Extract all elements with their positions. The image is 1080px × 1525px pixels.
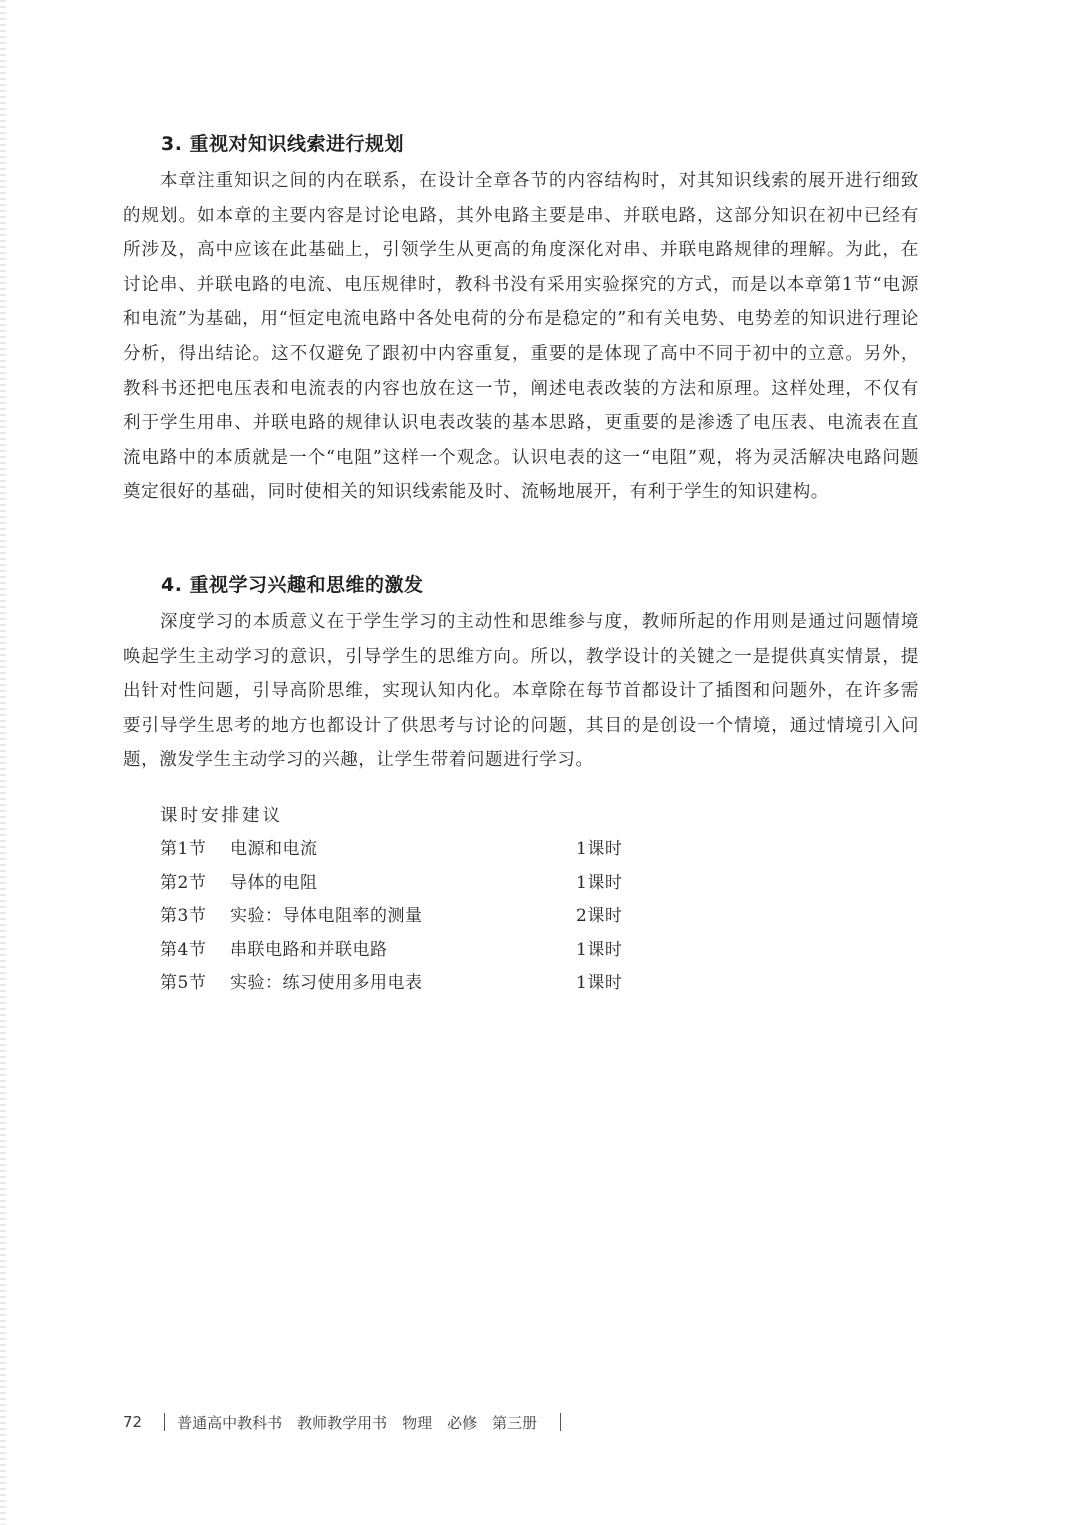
schedule-row [160, 867, 680, 901]
schedule-section-title: 导体的电阻 [230, 872, 318, 893]
schedule-section-title: 串联电路和并联电路 [230, 939, 388, 960]
section-3-paragraph: 本章注重知识之间的内在联系，在设计全章各节的内容结构时，对其知识线索的展开进行细致的规划。如本章的主要内容是讨论电路，其外电路主要是串、并联电路，这部分知识在初中已经有所涉及，高中应该在此基础上，引领学生从更高的角度深化对串、并联电路规律的理解。为此，在讨论串、并联电路的电流、电压规律时，教科书没有采用实验探究的方式，而是以本章第1节“电源和电流”为基础，用“恒定电流电路中各处电荷的分布是稳定的”和有关电势、电势差的知识进行理论分析，得出结论。这不仅避免了跟初中内容重复，重要的是体现了高中不同于初中的立意。另外，教科书还把电压表和电流表的内容也放在这一节，阐述电表改装的方法和原理。这样处理，不仅有利于学生用串、并联电路的规律认识电表改装的基本思路，更重要的是渗透了电压表、电流表在直流电路中的本质就是一个“电阻”这样一个观念。认识电表的这一“电阻”观，将为灵活解决电路问题奠定很好的基础，同时使相关的知识线索能及时、流畅地展开，有利于学生的知识建构。 [123, 171, 919, 503]
section-4-paragraph: 深度学习的本质意义在于学生学习的主动性和思维参与度，教师所起的作用则是通过问题情境唤起学生主动学习的意识，引导学生的思维方向。所以，教学设计的关键之一是提供真实情景，提出针对性问题，引导高阶思维，实现认知内化。本章除在每节首都设计了插图和问题外，在许多需要引导学生思考的地方也都设计了供思考与讨论的问题，其目的是创设一个情境，通过情境引入问题，激发学生主动学习的兴趣，让学生带着问题进行学习。 [123, 612, 919, 771]
schedule-hours: 1课时 [576, 973, 623, 993]
schedule-hours: 1课时 [576, 839, 623, 859]
schedule-hours: 1课时 [576, 939, 623, 960]
schedule-section-title: 实验：导体电阻率的测量 [230, 906, 423, 926]
book-type: 教师教学用书 [297, 1413, 388, 1432]
page-footer [123, 1407, 561, 1437]
schedule-hours: 2课时 [576, 906, 623, 926]
footer-divider [560, 1413, 561, 1431]
book-module: 必修 [447, 1413, 478, 1432]
schedule-row [160, 833, 680, 867]
book-volume: 第三册 [492, 1413, 538, 1432]
book-info [177, 1412, 552, 1433]
schedule-section: 第5节 [160, 973, 207, 993]
schedule-section: 第1节 [160, 839, 207, 859]
footer-divider [164, 1413, 165, 1431]
schedule-section-title: 电源和电流 [230, 839, 318, 859]
schedule-row [160, 967, 680, 1001]
schedule-section: 第3节 [160, 906, 207, 926]
schedule-section-title: 实验：练习使用多用电表 [230, 973, 423, 993]
schedule-title: 课时安排建议 [160, 806, 283, 826]
section-4 [123, 567, 919, 778]
page-number: 72 [123, 1413, 143, 1431]
book-series: 普通高中教科书 [177, 1413, 283, 1432]
page-edge-decoration [0, 0, 6, 1525]
schedule-row [160, 900, 680, 934]
schedule-section: 第4节 [160, 939, 207, 960]
schedule-row [160, 934, 680, 968]
schedule-section: 第2节 [160, 872, 207, 893]
section-4-heading: 4. 重视学习兴趣和思维的激发 [161, 574, 424, 596]
section-3 [123, 126, 919, 510]
schedule-hours: 1课时 [576, 872, 623, 893]
section-3-heading: 3. 重视对知识线索进行规划 [161, 133, 405, 155]
book-subject: 物理 [402, 1413, 433, 1432]
class-schedule [160, 800, 680, 1001]
